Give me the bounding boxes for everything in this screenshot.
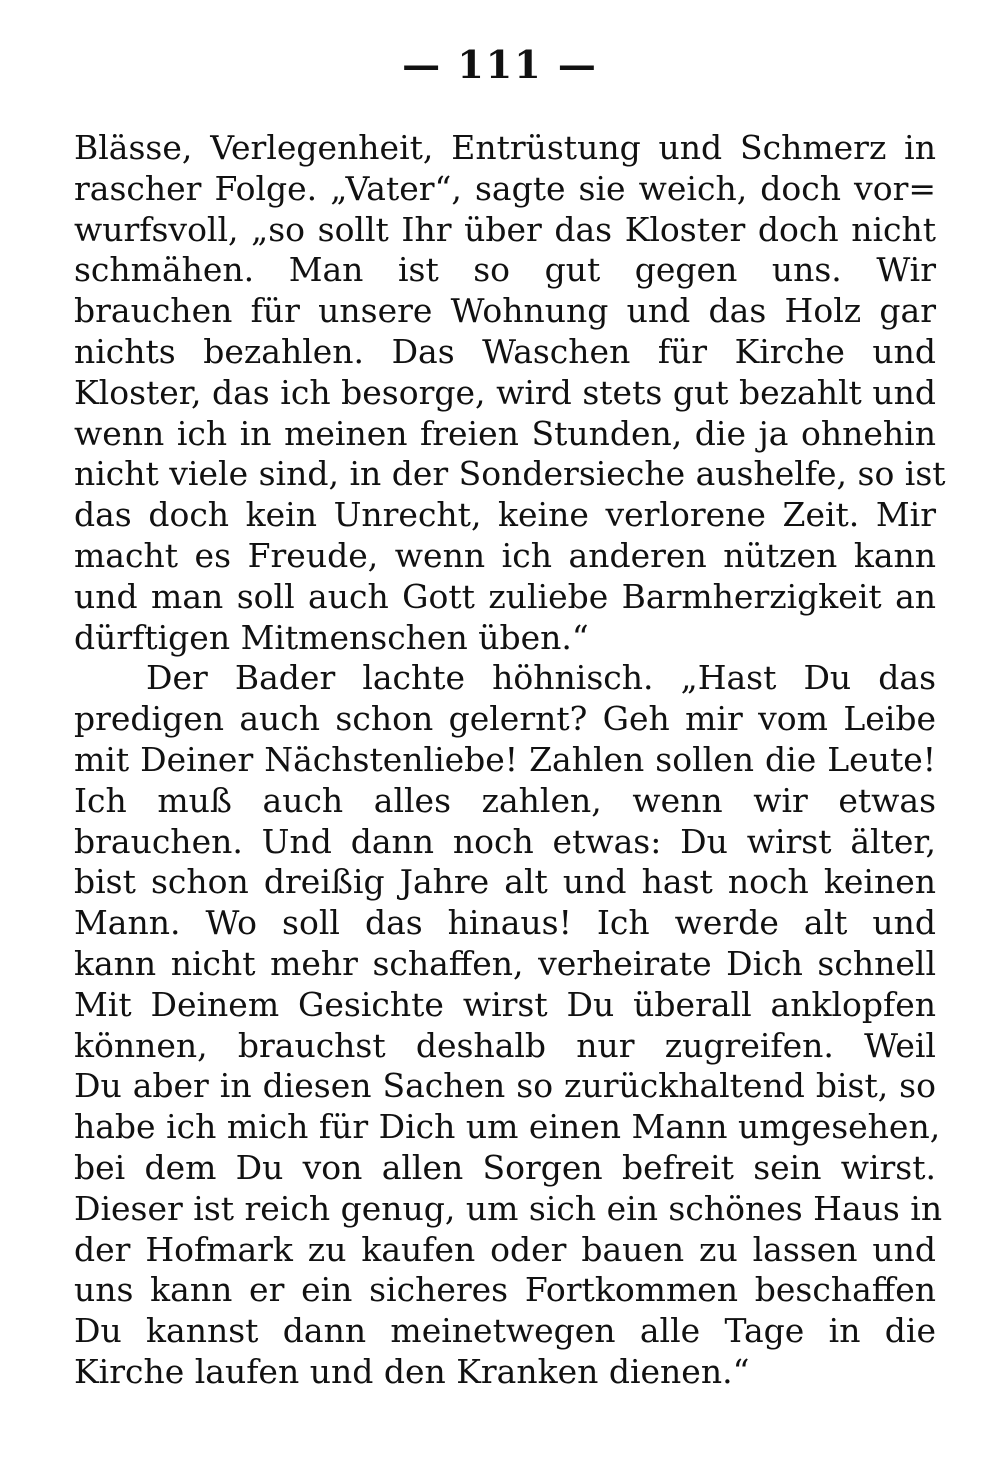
text-line: uns kann er ein sicheres Fortkommen beschaffen	[74, 1270, 936, 1310]
text-line: Dieser ist reich genug, um sich ein schönes Haus in	[74, 1188, 943, 1228]
text-line: Du kannst dann meinetwegen alle Tage in die	[74, 1311, 936, 1351]
text-line: Ich muß auch alles zahlen, wenn wir etwas	[74, 780, 936, 820]
text-line: predigen auch schon gelernt? Geh mir vom Leibe	[74, 699, 936, 739]
text-line: Kloster, das ich besorge, wird stets gut bezahlt und	[74, 372, 936, 412]
text-line: schmähen. Man ist so gut gegen uns. Wir	[74, 250, 936, 290]
text-line: Blässe, Verlegenheit, Entrüstung und Schmerz in	[74, 128, 936, 167]
text-line: nicht viele sind, in der Sondersieche aushelfe, so ist	[74, 454, 946, 494]
text-line: bei dem Du von allen Sorgen befreit sein wirst.	[74, 1147, 936, 1187]
text-line: nichts bezahlen. Das Waschen für Kirche und	[74, 331, 936, 371]
paragraph-end-line: Kirche laufen und den Kranken dienen.“	[74, 1351, 750, 1391]
text-line: Mann. Wo soll das hinaus! Ich werde alt und	[74, 903, 936, 943]
body-text	[74, 128, 946, 1393]
text-line: das doch kein Unrecht, keine verlorene Zeit. Mir	[74, 495, 936, 535]
text-line: brauchen für unsere Wohnung und das Holz gar	[74, 291, 936, 331]
text-line: und man soll auch Gott zuliebe Barmherzigkeit an	[74, 576, 936, 616]
paragraph-end-line: dürftigen Mitmenschen üben.“	[74, 617, 589, 657]
text-line: kann nicht mehr schaffen, verheirate Dich schnell	[74, 943, 936, 983]
text-line: rascher Folge. „Vater“, sagte sie weich, doch vor=	[74, 168, 936, 208]
text-line: habe ich mich für Dich um einen Mann umgesehen,	[74, 1107, 941, 1147]
text-line: wurfsvoll, „so sollt Ihr über das Kloster doch nicht	[74, 209, 936, 249]
text-line: macht es Freude, wenn ich anderen nützen kann	[74, 535, 936, 575]
text-line: der Hofmark zu kaufen oder bauen zu lassen und	[74, 1229, 936, 1269]
paragraph-start-line: Der Bader lachte höhnisch. „Hast Du das	[146, 658, 936, 698]
text-line: Mit Deinem Gesichte wirst Du überall anklopfen	[74, 984, 936, 1024]
text-line: können, brauchst deshalb nur zugreifen. Weil	[74, 1025, 936, 1065]
page-number: — 111 —	[402, 42, 598, 87]
text-line: mit Deiner Nächstenliebe! Zahlen sollen die Leute!	[74, 739, 936, 779]
text-line: wenn ich in meinen freien Stunden, die ja ohnehin	[74, 413, 936, 453]
text-line: bist schon dreißig Jahre alt und hast noch keinen	[74, 862, 936, 902]
text-line: Du aber in diesen Sachen so zurückhaltend bist, so	[74, 1066, 936, 1106]
text-line: brauchen. Und dann noch etwas: Du wirst älter,	[74, 821, 936, 861]
